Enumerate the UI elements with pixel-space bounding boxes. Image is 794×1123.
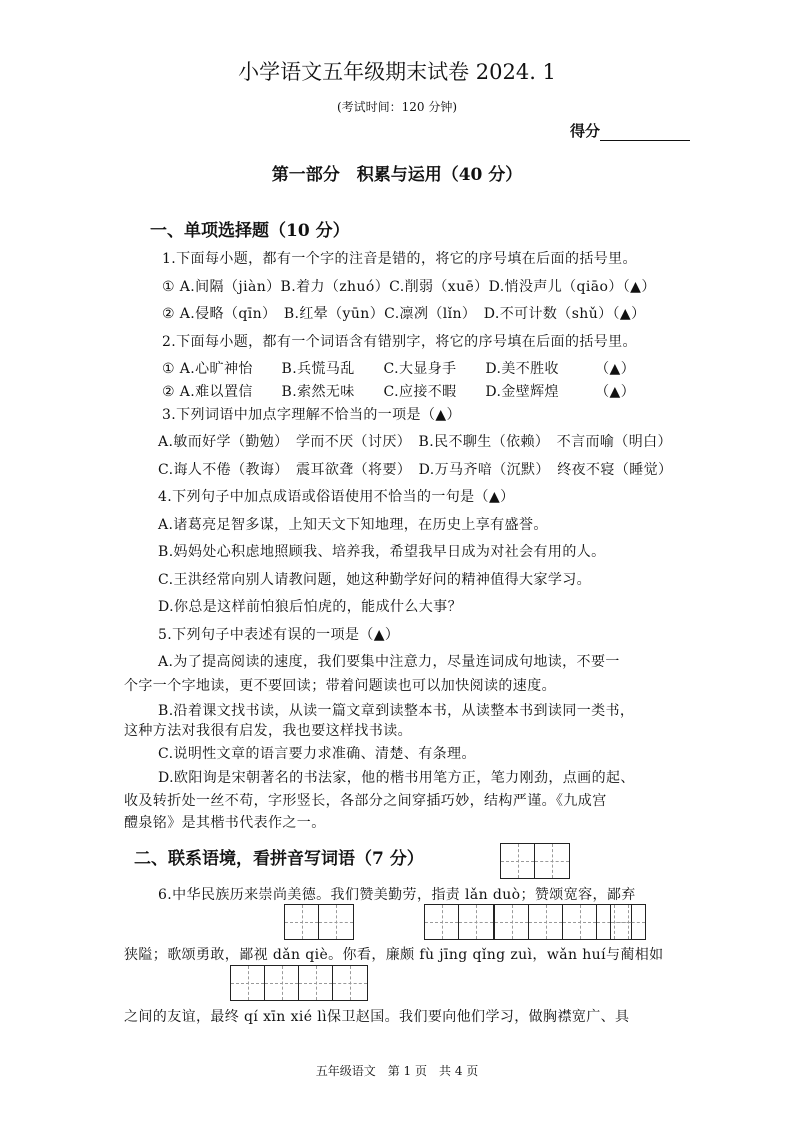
grid-cell bbox=[529, 905, 563, 939]
answer-grid-danqie[interactable] bbox=[424, 904, 494, 940]
question-line: 醴泉铭》是其楷书代表作之一。 bbox=[124, 815, 326, 831]
grid-cell bbox=[611, 905, 645, 939]
question-line: 这种方法对我很有启发，我也要这样找书读。 bbox=[124, 723, 412, 739]
question-line: 2.下面每小题，都有一个词语含有错别字，将它的序号填在后面的括号里。 bbox=[162, 334, 637, 350]
question-line: 6.中华民族历来崇尚美德。我们赞美勤劳，指责 lǎn duò；赞颂宽容，鄙弃 bbox=[158, 887, 636, 903]
exam-title: 小学语文五年级期末试卷 2024. 1 bbox=[238, 60, 556, 84]
part-title: 第一部分 积累与运用（40 分） bbox=[271, 165, 523, 185]
question-line: 收及转折处一丝不苟，字形竖长，各部分之间穿插巧妙，结构严谨。《九成宫 bbox=[124, 793, 607, 809]
question-line: D.欧阳询是宋朝著名的书法家，他的楷书用笔方正，笔力刚劲，点画的起、 bbox=[158, 770, 635, 786]
score-grid bbox=[500, 843, 570, 879]
grid-cell bbox=[425, 905, 459, 939]
question-line: ① A.心旷神怡 B.兵慌马乱 C.大显身手 D.美不胜收 （▲） bbox=[162, 361, 636, 377]
score-field bbox=[570, 120, 690, 141]
grid-cell bbox=[265, 966, 299, 1000]
question-line: C.说明性文章的语言要力求准确、清楚、有条理。 bbox=[158, 746, 476, 762]
grid-cell bbox=[319, 905, 353, 939]
question-line: A.为了提高阅读的速度，我们要集中注意力，尽量连词成句地读，不要一 bbox=[158, 654, 620, 670]
question-line: A.诸葛亮足智多谋，上知天文下知地理，在历史上享有盛誉。 bbox=[158, 517, 548, 533]
question-line: C.诲人不倦（教诲） 震耳欲聋（将要） D.万马齐喑（沉默） 终夜不寝（睡觉） bbox=[158, 462, 673, 478]
question-line: D.你总是这样前怕狼后怕虎的，能成什么大事？ bbox=[158, 599, 462, 615]
answer-grid-qixinxieli[interactable] bbox=[230, 965, 368, 1001]
grid-cell bbox=[495, 905, 529, 939]
grid-cell bbox=[501, 844, 535, 878]
section-title-pinyin: 二、联系语境，看拼音写词语（7 分） bbox=[134, 849, 424, 869]
answer-grid-landuo[interactable] bbox=[284, 904, 354, 940]
question-line: B.妈妈处心积虑地照顾我、培养我，希望我早日成为对社会有用的人。 bbox=[158, 544, 606, 560]
question-line: 狭隘；歌颂勇敢，鄙视 dǎn qiè。你看，廉颇 fù jīng qǐng zuì，wǎn huí与蔺相如 bbox=[124, 947, 664, 963]
grid-cell bbox=[231, 966, 265, 1000]
grid-cell bbox=[535, 844, 569, 878]
question-line: ② A.难以置信 B.索然无味 C.应接不暇 D.金壁辉煌 （▲） bbox=[162, 384, 636, 400]
question-line: 3.下列词语中加点字理解不恰当的一项是（▲） bbox=[162, 407, 461, 423]
grid-cell bbox=[333, 966, 367, 1000]
grid-cell bbox=[299, 966, 333, 1000]
question-line: C.王洪经常向别人请教问题，她这种勤学好问的精神值得大家学习。 bbox=[158, 572, 592, 588]
exam-duration: (考试时间：120 分钟) bbox=[336, 100, 458, 114]
answer-grid-wanhui[interactable] bbox=[610, 904, 646, 940]
question-line: B.沿着课文找书读，从读一篇文章到读整本书，从读整本书到读同一类书， bbox=[158, 703, 635, 719]
question-line: 1.下面每小题，都有一个字的注音是错的，将它的序号填在后面的括号里。 bbox=[162, 251, 637, 267]
page-footer: 五年级语文 第 1 页 共 4 页 bbox=[315, 1064, 479, 1078]
question-line: A.敏而好学（勤勉） 学而不厌（讨厌） B.民不聊生（依赖） 不言而喻（明白） bbox=[158, 434, 672, 450]
question-line: 个字一个字地读，更不要回读；带着问题读也可以加快阅读的速度。 bbox=[124, 678, 556, 694]
grid-cell bbox=[285, 905, 319, 939]
score-label: 得分 bbox=[570, 122, 601, 140]
score-blank bbox=[600, 124, 690, 141]
grid-cell bbox=[459, 905, 493, 939]
question-line: 之间的友谊，最终 qí xīn xié lì保卫赵国。我们要向他们学习，做胸襟宽广、具 bbox=[124, 1009, 630, 1025]
question-line: ① A.间隔（jiàn）B.着力（zhuó）C.削弱（xuē）D.悄没声儿（qiāo）（▲） bbox=[162, 279, 656, 295]
grid-cell bbox=[563, 905, 597, 939]
question-line: 5.下列句子中表述有误的一项是（▲） bbox=[158, 627, 400, 643]
question-line: 4.下列句子中加点成语或俗语使用不恰当的一句是（▲） bbox=[158, 489, 515, 505]
section-title-choice: 一、单项选择题（10 分） bbox=[150, 221, 350, 241]
question-line: ② A.侵略（qīn） B.红晕（yūn）C.凛冽（lǐn） D.不可计数（shǔ）（▲） bbox=[162, 306, 646, 322]
